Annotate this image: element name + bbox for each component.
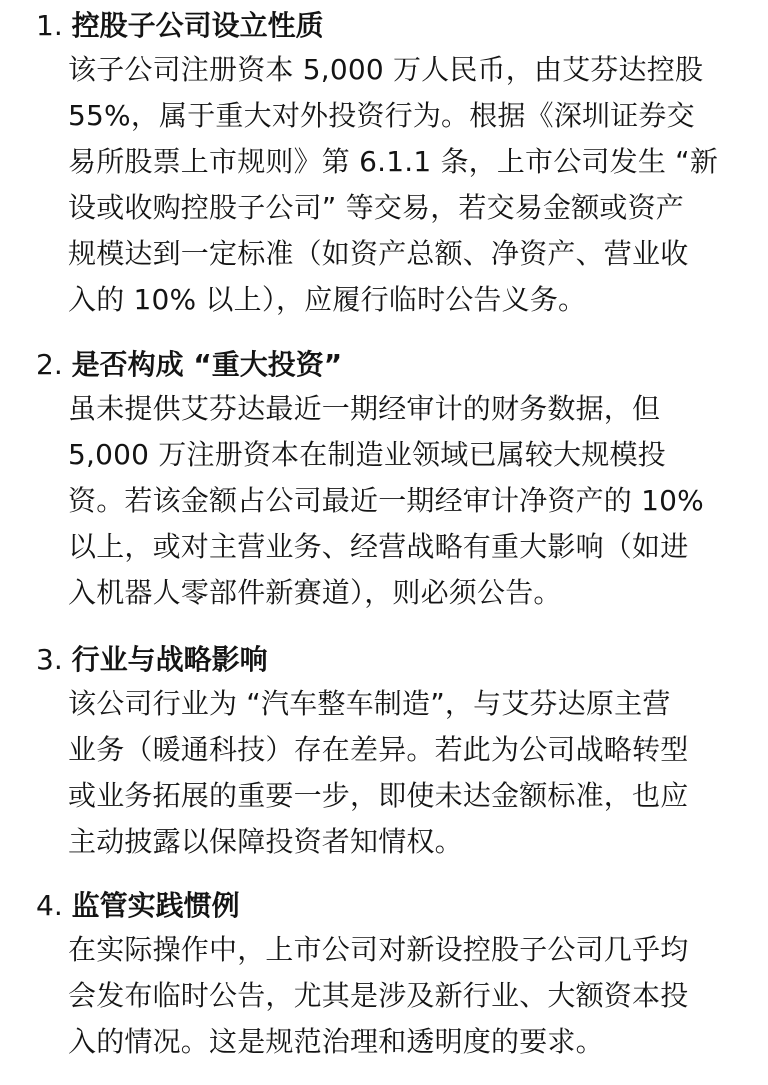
paragraph-line: 该公司行业为 “汽车整车制造”，与艾芬达原主营 <box>68 687 671 720</box>
section-title: 行业与战略影响 <box>71 643 268 676</box>
section-heading <box>36 345 342 385</box>
section-number: 2. <box>36 348 63 381</box>
paragraph-line: 业务（暖通科技）存在差异。若此为公司战略转型 <box>68 733 689 766</box>
paragraph-line: 或业务拓展的重要一步，即使未达金额标准，也应 <box>68 779 689 812</box>
section-heading <box>36 640 268 680</box>
paragraph-line: 虽未提供艾芬达最近一期经审计的财务数据，但 <box>68 392 661 425</box>
section-title: 是否构成 “重大投资” <box>71 348 343 381</box>
paragraph-line: 设或收购控股子公司” 等交易，若交易金额或资产 <box>68 191 685 224</box>
paragraph-line: 以上，或对主营业务、经营战略有重大影响（如进 <box>68 530 689 563</box>
section-number: 4. <box>36 889 63 922</box>
paragraph-line: 会发布临时公告，尤其是涉及新行业、大额资本投 <box>68 979 689 1012</box>
section-heading <box>36 6 324 46</box>
paragraph-line: 5,000 万注册资本在制造业领域已属较大规模投 <box>68 438 666 471</box>
paragraph-line: 规模达到一定标准（如资产总额、净资产、营业收 <box>68 237 689 270</box>
paragraph-line: 55%，属于重大对外投资行为。根据《深圳证券交 <box>68 99 695 132</box>
paragraph-line: 易所股票上市规则》第 6.1.1 条，上市公司发生 “新 <box>68 145 719 178</box>
section-number: 1. <box>36 9 63 42</box>
paragraph-line: 入机器人零部件新赛道），则必须公告。 <box>68 576 562 609</box>
paragraph-line: 该子公司注册资本 5,000 万人民币，由艾芬达控股 <box>68 53 704 86</box>
section-title: 监管实践惯例 <box>71 889 240 922</box>
section-heading <box>36 886 240 926</box>
paragraph-line: 主动披露以保障投资者知情权。 <box>68 825 463 858</box>
paragraph-line: 入的 10% 以上），应履行临时公告义务。 <box>68 283 587 316</box>
section-number: 3. <box>36 643 63 676</box>
paragraph-line: 资。若该金额占公司最近一期经审计净资产的 10% <box>68 484 704 517</box>
section-title: 控股子公司设立性质 <box>71 9 324 42</box>
paragraph-line: 在实际操作中，上市公司对新设控股子公司几乎均 <box>68 933 689 966</box>
paragraph-line: 入的情况。这是规范治理和透明度的要求。 <box>68 1025 604 1058</box>
